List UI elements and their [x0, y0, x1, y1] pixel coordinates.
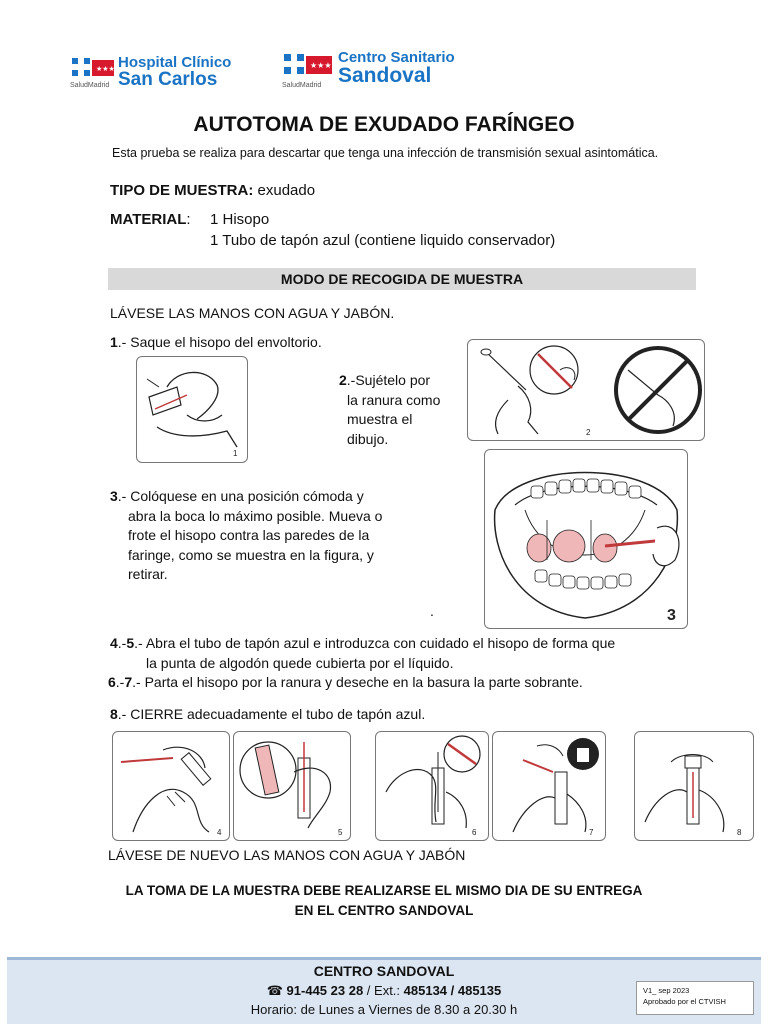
step-number: 2	[339, 372, 347, 388]
approved-text: Aprobado por el CTVISH	[643, 997, 726, 1006]
step-text: la ranura como	[347, 391, 441, 408]
step-text: muestra el	[347, 411, 413, 427]
step-number: 6	[108, 674, 116, 690]
step-8-text	[110, 705, 425, 725]
figure-number: 6	[472, 828, 477, 837]
step-text: .-Sujételo por	[346, 372, 431, 388]
figure-4-open-tube	[112, 731, 230, 841]
footer-hours: Horario: de Lunes a Viernes de 8.30 a 20.30 h	[250, 1002, 518, 1017]
step-sep: .-	[117, 635, 127, 651]
step-text: .- Abra el tubo de tapón azul e introduzca con cuidado el hisopo de forma que	[134, 635, 616, 651]
phone-icon: ☎	[266, 983, 283, 998]
version-box	[636, 981, 754, 1015]
logo-sub: SaludMadrid	[70, 82, 110, 89]
page-subtitle: Esta prueba se realiza para descartar que tenga una infección de transmisión sexual asintomática.	[112, 146, 659, 160]
step-text: .- Colóquese en una posición cómoda y	[117, 488, 364, 504]
figure-number: 8	[737, 828, 742, 837]
figure-3-throat-swab	[484, 449, 688, 629]
step-sep: .-	[115, 674, 125, 690]
figure-number: 5	[338, 828, 343, 837]
material-label: MATERIAL	[110, 211, 187, 228]
footer-ext-label: / Ext.:	[366, 983, 401, 998]
warning-line1: LA TOMA DE LA MUESTRA DEBE REALIZARSE EL MISMO DIA DE SU ENTREGA	[125, 883, 643, 898]
logo-line2: Sandoval	[338, 64, 432, 87]
sample-type-value: exudado	[257, 182, 316, 199]
wash-again-text: LÁVESE DE NUEVO LAS MANOS CON AGUA Y JABÓN	[108, 847, 466, 863]
step-6-7-text	[108, 673, 583, 693]
step-3-text	[110, 487, 410, 585]
step-number: 4	[110, 635, 118, 651]
figure-1-open-wrapper	[136, 356, 248, 463]
step-4-5-text-line2: la punta de algodón quede cubierta por el líquido.	[146, 655, 454, 671]
figure-number: 2	[586, 428, 591, 437]
step-text: abra la boca lo máximo posible. Mueva o	[128, 507, 383, 524]
figure-6-break-swab	[375, 731, 489, 841]
logo-sub: SaludMadrid	[282, 82, 322, 89]
footer-center-name: CENTRO SANDOVAL	[313, 963, 455, 979]
step-number: 3	[110, 488, 118, 504]
figure-number: 4	[217, 828, 222, 837]
page-title: AUTOTOMA DE EXUDADO FARÍNGEO	[193, 113, 575, 136]
sample-type-row	[110, 182, 315, 199]
wash-hands-text: LÁVESE LAS MANOS CON AGUA Y JABÓN.	[110, 305, 395, 321]
figure-number: 3	[667, 607, 676, 624]
step-number: 8	[110, 706, 118, 722]
material-colon: :	[186, 211, 191, 228]
footer-ext: 485134 / 485135	[403, 983, 502, 998]
figure-number: 7	[589, 828, 594, 837]
step-text: retirar.	[128, 566, 168, 582]
centro-sandoval-logo	[282, 50, 455, 86]
step-number: 5	[126, 635, 135, 651]
material-label-row	[110, 211, 191, 228]
step-4-5-text	[110, 634, 615, 654]
logo-line2: San Carlos	[118, 69, 218, 90]
figure-7-discard	[492, 731, 606, 841]
step-text: .- Parta el hisopo por la ranura y deseche en la basura la parte sobrante.	[132, 674, 583, 690]
step-2-text	[339, 371, 453, 449]
material-item: 1 Hisopo	[210, 211, 270, 228]
step-text: faringe, como se muestra en la figura, y	[128, 546, 374, 563]
material-item: 1 Tubo de tapón azul (contiene liquido conservador)	[210, 232, 556, 249]
figure-2-hold-swab	[467, 339, 705, 441]
version-text: V1_ sep 2023	[643, 986, 690, 995]
footer-phone: 91-445 23 28	[286, 983, 364, 998]
figure-8-close-tube	[634, 731, 754, 841]
logo-line1: Hospital Clínico	[118, 54, 232, 71]
step-text: frote el hisopo contra las paredes de la	[128, 527, 370, 543]
figure-5-insert-swab	[233, 731, 351, 841]
saludmadrid-flag-icon	[282, 50, 334, 86]
sample-type-label: TIPO DE MUESTRA:	[110, 182, 254, 199]
warning-line2: EN EL CENTRO SANDOVAL	[294, 903, 474, 918]
step-1-text	[110, 333, 322, 353]
svg-text:★★★: ★★★	[96, 66, 115, 73]
step-text: .- Saque el hisopo del envoltorio.	[117, 334, 322, 350]
step-number: 7	[124, 674, 133, 690]
svg-text:★★★: ★★★	[310, 61, 332, 70]
stray-dot: .	[430, 603, 434, 619]
figure-number: 1	[233, 449, 238, 458]
logo-line1: Centro Sanitario	[338, 49, 455, 66]
section-title: MODO DE RECOGIDA DE MUESTRA	[108, 268, 696, 290]
step-text: .- CIERRE adecuadamente el tubo de tapón azul.	[117, 706, 426, 722]
step-number: 1	[110, 334, 118, 350]
step-text: dibujo.	[347, 430, 389, 447]
